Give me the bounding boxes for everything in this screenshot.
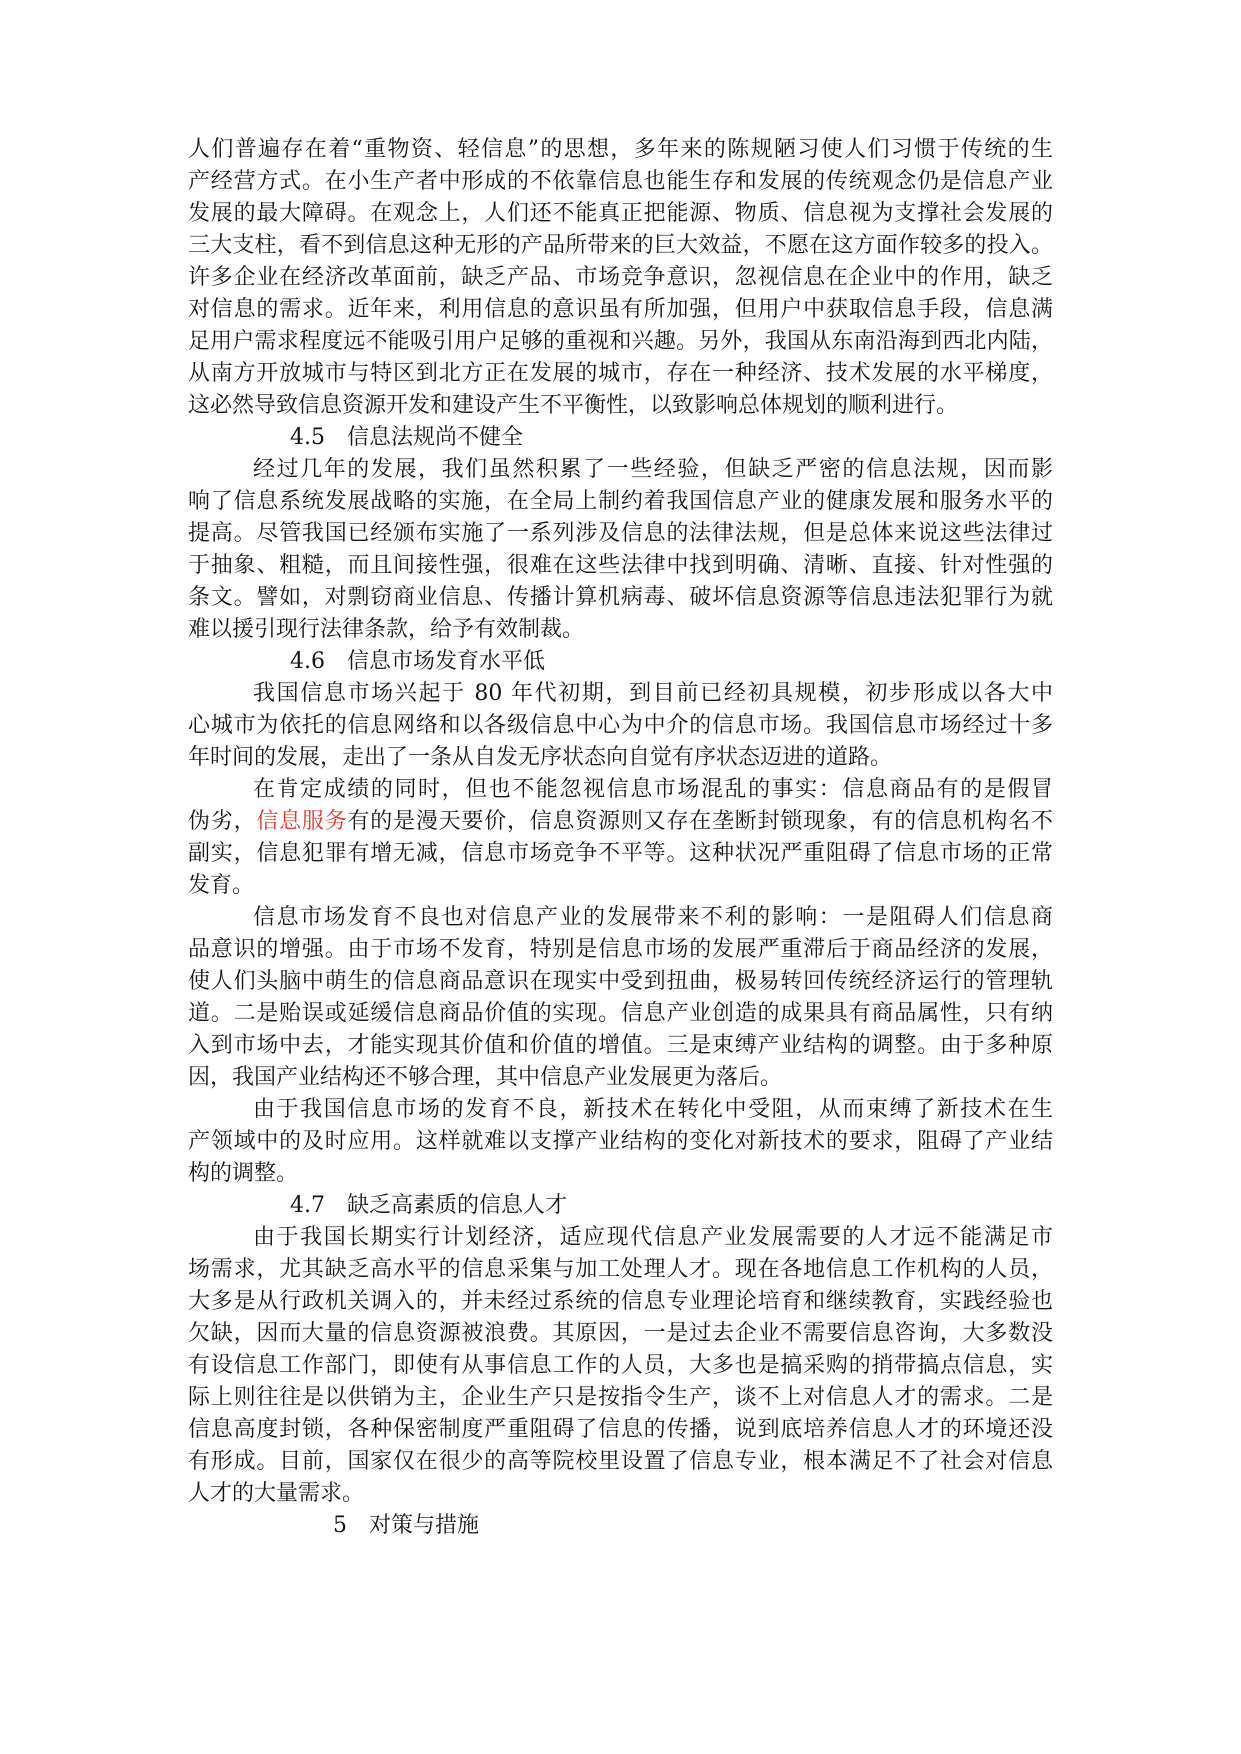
section-number: 5 [333, 1513, 347, 1538]
text-line: 由于我国信息市场的发育不良，新技术在转化中受阻，从而束缚了新技术在生 [253, 1097, 1053, 1122]
text-line: 人们普遍存在着“重物资、轻信息”的思想，多年来的陈规陋习使人们习惯于传统的生 [188, 137, 1053, 162]
text-line: 人才的大量需求。 [188, 1481, 365, 1506]
paragraph [188, 678, 1053, 774]
text-line: 对信息的需求。近年来，利用信息的意识虽有所加强，但用户中获取信息手段，信息满 [188, 297, 1053, 322]
text-segment: 伪劣， [188, 809, 257, 834]
text-line: 难以援引现行法律条款，给予有效制裁。 [188, 617, 585, 642]
text-line: 信息市场发育不良也对信息产业的发展带来不利的影响：一是阻碍人们信息商 [253, 905, 1053, 930]
text-segment: 有的是漫天要价，信息资源则又存在垄断封锁现象，有的信息机构名不 [347, 809, 1053, 834]
section-title: 对策与措施 [369, 1513, 480, 1538]
text-line: 经过几年的发展，我们虽然积累了一些经验，但缺乏严密的信息法规，因而影 [253, 457, 1053, 482]
section-heading-5 [188, 1510, 1053, 1542]
text-line: 有设信息工作部门，即使有从事信息工作的人员，大多也是搞采购的捎带搞点信息，实 [188, 1353, 1053, 1378]
text-line: 因，我国产业结构还不够合理，其中信息产业发展更为落后。 [188, 1065, 783, 1090]
text-line: 产领域中的及时应用。这样就难以支撑产业结构的变化对新技术的要求，阻碍了产业结 [188, 1129, 1053, 1154]
text-line: 提高。尽管我国已经颁布实施了一系列涉及信息的法律法规，但是总体来说这些法律过 [188, 521, 1053, 546]
text-line: 产经营方式。在小生产者中形成的不依靠信息也能生存和发展的传统观念仍是信息产业 [188, 169, 1053, 194]
text-line: 使人们头脑中萌生的信息商品意识在现实中受到扭曲，极易转回传统经济运行的管理轨 [188, 969, 1053, 994]
text-line: 三大支柱，看不到信息这种无形的产品所带来的巨大效益，不愿在这方面作较多的投入。 [188, 233, 1053, 258]
text-line: 欠缺，因而大量的信息资源被浪费。其原因，一是过去企业不需要信息咨询，大多数没 [188, 1321, 1053, 1346]
text-line: 际上则往往是以供销为主，企业生产只是按指令生产，谈不上对信息人才的需求。二是 [188, 1385, 1053, 1410]
section-number: 4.6 [290, 649, 325, 674]
paragraph [188, 454, 1053, 646]
section-title: 缺乏高素质的信息人才 [347, 1193, 568, 1218]
text-line: 于抽象、粗糙，而且间接性强，很难在这些法律中找到明确、清晰、直接、针对性强的 [188, 553, 1053, 578]
text-line: 条文。譬如，对剽窃商业信息、传播计算机病毒、破坏信息资源等信息违法犯罪行为就 [188, 585, 1053, 610]
text-line: 年时间的发展，走出了一条从自发无序状态向自觉有序状态迈进的道路。 [188, 745, 893, 770]
text-line: 我国信息市场兴起于 80 年代初期，到目前已经初具规模，初步形成以各大中 [253, 681, 1053, 706]
section-heading-4-5 [188, 422, 1053, 454]
text-line: 入到市场中去，才能实现其价值和价值的增值。三是束缚产业结构的调整。由于多种原 [188, 1033, 1053, 1058]
section-title: 信息法规尚不健全 [347, 425, 524, 450]
section-title: 信息市场发育水平低 [347, 649, 546, 674]
text-line: 品意识的增强。由于市场不发育，特别是信息市场的发展严重滞后于商品经济的发展， [188, 937, 1053, 962]
text-line: 大多是从行政机关调入的，并未经过系统的信息专业理论培育和继续教育，实践经验也 [188, 1289, 1053, 1314]
paragraph [188, 1222, 1053, 1510]
text-line: 响了信息系统发展战略的实施，在全局上制约着我国信息产业的健康发展和服务水平的 [188, 489, 1053, 514]
text-line: 信息高度封锁，各种保密制度严重阻碍了信息的传播，说到底培养信息人才的环境还没 [188, 1417, 1053, 1442]
text-line: 由于我国长期实行计划经济，适应现代信息产业发展需要的人才远不能满足市 [253, 1225, 1053, 1250]
text-line: 发展的最大障碍。在观念上，人们还不能真正把能源、物质、信息视为支撑社会发展的 [188, 201, 1053, 226]
text-line: 场需求，尤其缺乏高水平的信息采集与加工处理人才。现在各地信息工作机构的人员， [188, 1257, 1053, 1282]
text-line: 在肯定成绩的同时，但也不能忽视信息市场混乱的事实：信息商品有的是假冒 [253, 777, 1053, 802]
text-line [188, 806, 1053, 838]
section-number: 4.7 [290, 1193, 325, 1218]
paragraph [188, 1094, 1053, 1190]
text-line: 心城市为依托的信息网络和以各级信息中心为中介的信息市场。我国信息市场经过十多 [188, 713, 1053, 738]
paragraph [188, 902, 1053, 1094]
text-line: 从南方开放城市与特区到北方正在发展的城市，存在一种经济、技术发展的水平梯度， [188, 361, 1053, 386]
text-line: 足用户需求程度远不能吸引用户足够的重视和兴趣。另外，我国从东南沿海到西北内陆， [188, 329, 1053, 354]
paragraph [188, 774, 1053, 902]
text-line: 构的调整。 [188, 1161, 299, 1186]
keyword-link[interactable]: 信息服务 [256, 809, 348, 834]
paragraph [188, 134, 1053, 422]
text-line: 这必然导致信息资源开发和建设产生不平衡性，以致影响总体规划的顺利进行。 [188, 393, 959, 418]
section-number: 4.5 [290, 425, 325, 450]
text-line: 发育。 [188, 873, 255, 898]
section-heading-4-6 [188, 646, 1053, 678]
section-heading-4-7 [188, 1190, 1053, 1222]
text-line: 有形成。目前，国家仅在很少的高等院校里设置了信息专业，根本满足不了社会对信息 [188, 1449, 1053, 1474]
document-body [188, 134, 1053, 1542]
text-line: 副实，信息犯罪有增无减，信息市场竞争不平等。这种状况严重阻碍了信息市场的正常 [188, 841, 1053, 866]
text-line: 许多企业在经济改革面前，缺乏产品、市场竞争意识，忽视信息在企业中的作用，缺乏 [188, 265, 1053, 290]
text-line: 道。二是贻误或延缓信息商品价值的实现。信息产业创造的成果具有商品属性，只有纳 [188, 1001, 1053, 1026]
